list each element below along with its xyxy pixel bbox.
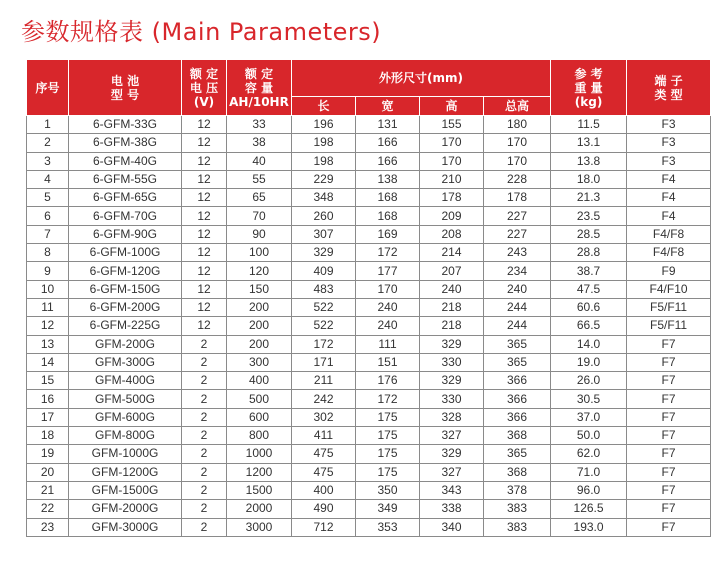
header-terminal-line2: 类 型 — [654, 87, 683, 102]
cell-terminal: F4 — [627, 207, 711, 225]
cell-height: 155 — [420, 116, 484, 134]
cell-total-height: 228 — [484, 170, 551, 188]
cell-length: 522 — [292, 298, 356, 316]
cell-height: 214 — [420, 244, 484, 262]
cell-weight: 60.6 — [551, 298, 627, 316]
cell-total-height: 368 — [484, 463, 551, 481]
cell-width: 349 — [356, 500, 420, 518]
cell-voltage: 2 — [182, 353, 227, 371]
cell-voltage: 2 — [182, 335, 227, 353]
cell-weight: 13.1 — [551, 134, 627, 152]
cell-height: 207 — [420, 262, 484, 280]
cell-width: 240 — [356, 317, 420, 335]
cell-capacity: 90 — [227, 225, 292, 243]
cell-weight: 62.0 — [551, 445, 627, 463]
cell-height: 328 — [420, 408, 484, 426]
cell-total-height: 227 — [484, 225, 551, 243]
cell-total-height: 244 — [484, 317, 551, 335]
table-row — [27, 317, 711, 335]
cell-capacity: 500 — [227, 390, 292, 408]
cell-voltage: 12 — [182, 262, 227, 280]
cell-voltage: 2 — [182, 427, 227, 445]
cell-seq: 17 — [27, 408, 69, 426]
cell-seq: 21 — [27, 481, 69, 499]
cell-height: 329 — [420, 335, 484, 353]
cell-weight: 14.0 — [551, 335, 627, 353]
cell-model: 6-GFM-225G — [69, 317, 182, 335]
cell-voltage: 12 — [182, 134, 227, 152]
table-row — [27, 390, 711, 408]
cell-seq: 8 — [27, 244, 69, 262]
cell-voltage: 12 — [182, 189, 227, 207]
cell-total-height: 234 — [484, 262, 551, 280]
cell-seq: 19 — [27, 445, 69, 463]
table-row — [27, 170, 711, 188]
header-terminal — [627, 60, 711, 116]
parameters-table — [26, 59, 711, 537]
cell-total-height: 243 — [484, 244, 551, 262]
cell-terminal: F7 — [627, 427, 711, 445]
cell-height: 208 — [420, 225, 484, 243]
cell-weight: 23.5 — [551, 207, 627, 225]
cell-total-height: 366 — [484, 372, 551, 390]
cell-total-height: 366 — [484, 408, 551, 426]
cell-model: 6-GFM-33G — [69, 116, 182, 134]
cell-height: 218 — [420, 317, 484, 335]
cell-voltage: 12 — [182, 152, 227, 170]
cell-capacity: 200 — [227, 298, 292, 316]
cell-terminal: F4 — [627, 170, 711, 188]
cell-width: 168 — [356, 189, 420, 207]
cell-total-height: 383 — [484, 500, 551, 518]
cell-width: 166 — [356, 152, 420, 170]
cell-height: 340 — [420, 518, 484, 536]
cell-height: 343 — [420, 481, 484, 499]
cell-terminal: F5/F11 — [627, 317, 711, 335]
header-height: 高 — [420, 97, 484, 116]
page-title: 参数规格表 (Main Parameters) — [21, 18, 382, 46]
cell-height: 329 — [420, 445, 484, 463]
cell-length: 198 — [292, 152, 356, 170]
cell-seq: 14 — [27, 353, 69, 371]
cell-length: 260 — [292, 207, 356, 225]
cell-model: GFM-400G — [69, 372, 182, 390]
cell-weight: 38.7 — [551, 262, 627, 280]
cell-width: 151 — [356, 353, 420, 371]
cell-length: 475 — [292, 445, 356, 463]
header-weight-line3: (kg) — [574, 94, 603, 109]
cell-voltage: 2 — [182, 500, 227, 518]
cell-capacity: 38 — [227, 134, 292, 152]
cell-terminal: F7 — [627, 500, 711, 518]
cell-model: 6-GFM-70G — [69, 207, 182, 225]
cell-length: 490 — [292, 500, 356, 518]
header-capacity-line3: AH/10HR — [229, 94, 289, 109]
cell-total-height: 240 — [484, 280, 551, 298]
header-dimensions: 外形尺寸(mm) — [292, 60, 551, 97]
cell-weight: 66.5 — [551, 317, 627, 335]
table-row — [27, 500, 711, 518]
cell-voltage: 12 — [182, 225, 227, 243]
cell-length: 712 — [292, 518, 356, 536]
cell-height: 330 — [420, 390, 484, 408]
cell-voltage: 2 — [182, 518, 227, 536]
cell-length: 409 — [292, 262, 356, 280]
cell-model: GFM-300G — [69, 353, 182, 371]
cell-length: 172 — [292, 335, 356, 353]
cell-width: 172 — [356, 244, 420, 262]
cell-capacity: 200 — [227, 335, 292, 353]
cell-height: 327 — [420, 463, 484, 481]
cell-weight: 193.0 — [551, 518, 627, 536]
cell-length: 307 — [292, 225, 356, 243]
cell-weight: 71.0 — [551, 463, 627, 481]
cell-seq: 7 — [27, 225, 69, 243]
cell-height: 210 — [420, 170, 484, 188]
header-capacity-line2: 容 量 — [244, 80, 274, 95]
cell-total-height: 366 — [484, 390, 551, 408]
cell-model: GFM-500G — [69, 390, 182, 408]
header-total-height: 总高 — [484, 97, 551, 116]
cell-terminal: F7 — [627, 445, 711, 463]
cell-model: 6-GFM-38G — [69, 134, 182, 152]
cell-seq: 2 — [27, 134, 69, 152]
cell-capacity: 120 — [227, 262, 292, 280]
cell-capacity: 65 — [227, 189, 292, 207]
cell-capacity: 33 — [227, 116, 292, 134]
cell-model: GFM-600G — [69, 408, 182, 426]
cell-terminal: F5/F11 — [627, 298, 711, 316]
cell-weight: 21.3 — [551, 189, 627, 207]
header-voltage-line1: 额 定 — [189, 66, 219, 81]
table-row — [27, 189, 711, 207]
cell-weight: 19.0 — [551, 353, 627, 371]
cell-terminal: F7 — [627, 390, 711, 408]
cell-length: 475 — [292, 463, 356, 481]
cell-height: 338 — [420, 500, 484, 518]
cell-capacity: 100 — [227, 244, 292, 262]
cell-seq: 20 — [27, 463, 69, 481]
cell-length: 196 — [292, 116, 356, 134]
cell-terminal: F7 — [627, 463, 711, 481]
cell-total-height: 170 — [484, 134, 551, 152]
header-width: 宽 — [356, 97, 420, 116]
cell-seq: 10 — [27, 280, 69, 298]
cell-width: 138 — [356, 170, 420, 188]
cell-length: 302 — [292, 408, 356, 426]
cell-length: 242 — [292, 390, 356, 408]
cell-length: 411 — [292, 427, 356, 445]
cell-weight: 47.5 — [551, 280, 627, 298]
cell-width: 176 — [356, 372, 420, 390]
table-body — [27, 116, 711, 537]
cell-width: 172 — [356, 390, 420, 408]
cell-voltage: 2 — [182, 408, 227, 426]
cell-height: 209 — [420, 207, 484, 225]
cell-weight: 18.0 — [551, 170, 627, 188]
header-model-line1: 电 池 — [110, 73, 140, 88]
cell-width: 240 — [356, 298, 420, 316]
cell-terminal: F3 — [627, 152, 711, 170]
header-seq: 序号 — [27, 60, 69, 116]
cell-total-height: 378 — [484, 481, 551, 499]
cell-height: 327 — [420, 427, 484, 445]
cell-total-height: 180 — [484, 116, 551, 134]
cell-total-height: 383 — [484, 518, 551, 536]
header-model — [69, 60, 182, 116]
cell-width: 175 — [356, 463, 420, 481]
cell-width: 168 — [356, 207, 420, 225]
cell-length: 348 — [292, 189, 356, 207]
cell-capacity: 55 — [227, 170, 292, 188]
cell-seq: 1 — [27, 116, 69, 134]
cell-voltage: 12 — [182, 116, 227, 134]
cell-capacity: 40 — [227, 152, 292, 170]
cell-seq: 23 — [27, 518, 69, 536]
cell-terminal: F4/F10 — [627, 280, 711, 298]
cell-capacity: 70 — [227, 207, 292, 225]
header-terminal-line1: 端 子 — [654, 73, 683, 88]
cell-capacity: 200 — [227, 317, 292, 335]
cell-terminal: F3 — [627, 134, 711, 152]
cell-seq: 15 — [27, 372, 69, 390]
cell-length: 211 — [292, 372, 356, 390]
cell-weight: 28.8 — [551, 244, 627, 262]
cell-seq: 11 — [27, 298, 69, 316]
cell-voltage: 12 — [182, 170, 227, 188]
cell-height: 178 — [420, 189, 484, 207]
cell-voltage: 12 — [182, 298, 227, 316]
header-weight-line2: 重 量 — [574, 80, 603, 95]
cell-voltage: 2 — [182, 372, 227, 390]
cell-model: 6-GFM-150G — [69, 280, 182, 298]
cell-terminal: F4/F8 — [627, 244, 711, 262]
cell-height: 240 — [420, 280, 484, 298]
cell-voltage: 12 — [182, 207, 227, 225]
cell-terminal: F7 — [627, 408, 711, 426]
cell-model: 6-GFM-120G — [69, 262, 182, 280]
cell-total-height: 244 — [484, 298, 551, 316]
header-voltage-line2: 电 压 — [189, 80, 219, 95]
cell-total-height: 170 — [484, 152, 551, 170]
cell-seq: 16 — [27, 390, 69, 408]
cell-voltage: 2 — [182, 390, 227, 408]
cell-voltage: 2 — [182, 463, 227, 481]
cell-total-height: 365 — [484, 335, 551, 353]
cell-length: 198 — [292, 134, 356, 152]
table-row — [27, 427, 711, 445]
cell-terminal: F7 — [627, 518, 711, 536]
cell-terminal: F7 — [627, 481, 711, 499]
cell-capacity: 2000 — [227, 500, 292, 518]
table-row — [27, 116, 711, 134]
cell-model: GFM-800G — [69, 427, 182, 445]
cell-seq: 22 — [27, 500, 69, 518]
cell-weight: 11.5 — [551, 116, 627, 134]
cell-height: 218 — [420, 298, 484, 316]
cell-model: GFM-1200G — [69, 463, 182, 481]
table-row — [27, 335, 711, 353]
header-weight — [551, 60, 627, 116]
cell-width: 175 — [356, 427, 420, 445]
cell-seq: 3 — [27, 152, 69, 170]
cell-terminal: F7 — [627, 353, 711, 371]
header-model-line2: 型 号 — [110, 87, 140, 102]
table-row — [27, 463, 711, 481]
cell-model: 6-GFM-200G — [69, 298, 182, 316]
cell-width: 177 — [356, 262, 420, 280]
table-row — [27, 225, 711, 243]
cell-capacity: 1000 — [227, 445, 292, 463]
cell-length: 171 — [292, 353, 356, 371]
cell-capacity: 1500 — [227, 481, 292, 499]
cell-width: 131 — [356, 116, 420, 134]
cell-weight: 126.5 — [551, 500, 627, 518]
cell-model: 6-GFM-100G — [69, 244, 182, 262]
cell-weight: 13.8 — [551, 152, 627, 170]
cell-total-height: 365 — [484, 353, 551, 371]
table-row — [27, 280, 711, 298]
table-row — [27, 244, 711, 262]
cell-model: GFM-2000G — [69, 500, 182, 518]
cell-voltage: 12 — [182, 244, 227, 262]
cell-height: 330 — [420, 353, 484, 371]
cell-terminal: F7 — [627, 372, 711, 390]
cell-capacity: 800 — [227, 427, 292, 445]
cell-voltage: 12 — [182, 317, 227, 335]
cell-length: 400 — [292, 481, 356, 499]
cell-seq: 18 — [27, 427, 69, 445]
cell-terminal: F4 — [627, 189, 711, 207]
header-length: 长 — [292, 97, 356, 116]
cell-length: 229 — [292, 170, 356, 188]
cell-height: 329 — [420, 372, 484, 390]
header-capacity-line1: 额 定 — [244, 66, 274, 81]
table-row — [27, 518, 711, 536]
cell-voltage: 12 — [182, 280, 227, 298]
cell-capacity: 600 — [227, 408, 292, 426]
cell-model: GFM-3000G — [69, 518, 182, 536]
cell-weight: 37.0 — [551, 408, 627, 426]
cell-capacity: 1200 — [227, 463, 292, 481]
cell-capacity: 300 — [227, 353, 292, 371]
header-weight-line1: 参 考 — [574, 66, 603, 81]
cell-total-height: 368 — [484, 427, 551, 445]
cell-width: 353 — [356, 518, 420, 536]
cell-model: 6-GFM-40G — [69, 152, 182, 170]
cell-height: 170 — [420, 152, 484, 170]
cell-total-height: 178 — [484, 189, 551, 207]
cell-terminal: F9 — [627, 262, 711, 280]
cell-seq: 9 — [27, 262, 69, 280]
table-row — [27, 481, 711, 499]
cell-width: 111 — [356, 335, 420, 353]
cell-seq: 5 — [27, 189, 69, 207]
cell-length: 483 — [292, 280, 356, 298]
table-row — [27, 353, 711, 371]
cell-width: 170 — [356, 280, 420, 298]
cell-model: GFM-1500G — [69, 481, 182, 499]
table-row — [27, 298, 711, 316]
cell-model: 6-GFM-65G — [69, 189, 182, 207]
cell-length: 522 — [292, 317, 356, 335]
cell-capacity: 150 — [227, 280, 292, 298]
cell-weight: 26.0 — [551, 372, 627, 390]
header-voltage — [182, 60, 227, 116]
table-row — [27, 372, 711, 390]
cell-total-height: 227 — [484, 207, 551, 225]
cell-seq: 4 — [27, 170, 69, 188]
cell-model: GFM-200G — [69, 335, 182, 353]
cell-width: 175 — [356, 408, 420, 426]
cell-weight: 28.5 — [551, 225, 627, 243]
cell-length: 329 — [292, 244, 356, 262]
cell-width: 350 — [356, 481, 420, 499]
cell-voltage: 2 — [182, 445, 227, 463]
table-row — [27, 445, 711, 463]
cell-model: GFM-1000G — [69, 445, 182, 463]
cell-capacity: 400 — [227, 372, 292, 390]
cell-height: 170 — [420, 134, 484, 152]
cell-seq: 12 — [27, 317, 69, 335]
cell-capacity: 3000 — [227, 518, 292, 536]
table-row — [27, 152, 711, 170]
header-voltage-line3: (V) — [193, 94, 215, 109]
cell-weight: 50.0 — [551, 427, 627, 445]
cell-width: 166 — [356, 134, 420, 152]
table-row — [27, 408, 711, 426]
table-row — [27, 262, 711, 280]
cell-model: 6-GFM-55G — [69, 170, 182, 188]
cell-seq: 6 — [27, 207, 69, 225]
table-row — [27, 134, 711, 152]
table-row — [27, 207, 711, 225]
cell-width: 169 — [356, 225, 420, 243]
cell-total-height: 365 — [484, 445, 551, 463]
cell-weight: 30.5 — [551, 390, 627, 408]
cell-width: 175 — [356, 445, 420, 463]
cell-terminal: F7 — [627, 335, 711, 353]
cell-terminal: F3 — [627, 116, 711, 134]
cell-voltage: 2 — [182, 481, 227, 499]
cell-weight: 96.0 — [551, 481, 627, 499]
cell-seq: 13 — [27, 335, 69, 353]
cell-terminal: F4/F8 — [627, 225, 711, 243]
cell-model: 6-GFM-90G — [69, 225, 182, 243]
header-capacity — [227, 60, 292, 116]
